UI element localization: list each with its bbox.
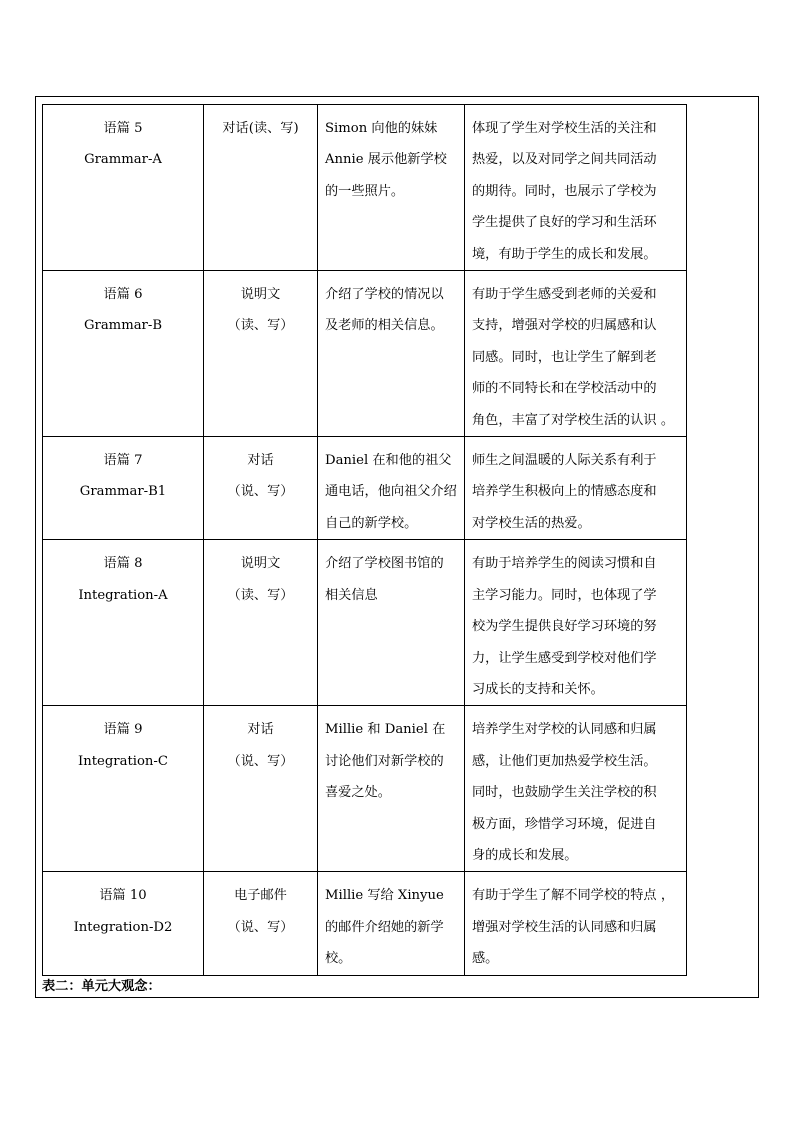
text-type-cell [204,706,318,872]
educational-value-cell [465,540,687,706]
content-summary-line: Millie 和 Daniel 在 [325,722,446,738]
educational-value-line: 增强对学校生活的认同感和归属 [472,919,657,935]
educational-value-line: 有助于学生了解不同学校的特点 ， [472,888,675,904]
lesson-name-text: Integration-D2 [73,919,173,935]
table-row [43,540,687,706]
educational-value-line: 极方面，珍惜学习环境，促进自 [472,816,657,832]
content-summary-line: 介绍了学校的情况以 [325,287,444,303]
educational-value-line: 境，有助于学生的成长和发展。 [472,246,657,262]
table-row [43,872,687,975]
content-summary-line: 自己的新学校。 [325,515,418,531]
content-summary-line: Daniel 在和他的祖父 [325,453,452,469]
educational-value-line: 师的不同特长和在学校活动中的 [472,381,657,397]
text-type-text: 电子邮件 [234,888,287,904]
educational-value-line: 培养学生积极向上的情感态度和 [472,484,657,500]
content-summary-line: 喜爱之处。 [325,785,391,801]
content-summary-line: 讨论他们对新学校的 [325,753,444,769]
lesson-name-cell [43,271,204,437]
content-summary-line: 通电话，他向祖父介绍 [325,484,457,500]
text-type-text: （说、写） [227,919,294,935]
text-type-cell [204,540,318,706]
content-summary-cell [318,105,465,271]
educational-value-line: 力，让学生感受到学校对他们学 [472,650,657,666]
text-type-text: 对话 [247,453,274,469]
educational-value-line: 习成长的支持和关怀。 [472,681,604,697]
educational-value-line: 有助于学生感受到老师的关爱和 [472,287,657,303]
lesson-name-text: Grammar-A [84,152,162,168]
lesson-name-text: 语篇 5 [103,121,143,136]
content-summary-line: 的一些照片。 [325,183,405,199]
table-row [43,105,687,271]
educational-value-cell [465,706,687,872]
text-type-cell [204,105,318,271]
educational-value-line: 主学习能力。同时，也体现了学 [472,587,657,603]
lesson-name-cell [43,105,204,271]
content-summary-line: Annie 展示他新学校 [325,152,447,168]
text-type-text: （读、写） [227,318,294,334]
educational-value-line: 感，让他们更加热爱学校生活。 [472,753,657,769]
content-summary-cell [318,271,465,437]
content-summary-cell [318,540,465,706]
content-summary-line: 相关信息 [325,587,378,603]
educational-value-line: 有助于培养学生的阅读习惯和自 [472,556,657,572]
lesson-name-cell [43,437,204,540]
content-summary-cell [318,706,465,872]
educational-value-line: 同时，也鼓励学生关注学校的积 [472,785,657,801]
educational-value-line: 身的成长和发展。 [472,847,578,863]
educational-value-line: 体现了学生对学校生活的关注和 [472,121,657,136]
lesson-name-cell [43,540,204,706]
educational-value-line: 师生之间温暖的人际关系有利于 [472,453,657,469]
text-type-text: 说明文 [240,287,281,303]
lesson-name-cell [43,872,204,975]
text-type-text: （说、写） [227,753,294,769]
educational-value-line: 热爱，以及对同学之间共同活动 [472,152,657,168]
text-type-text: 对话(读、写) [222,121,299,136]
lesson-name-text: 语篇 7 [103,453,143,469]
educational-value-cell [465,105,687,271]
text-type-text: （读、写） [227,587,294,603]
educational-value-line: 培养学生对学校的认同感和归属 [472,722,657,738]
table-two-label: 表二：单元大观念： [42,979,161,994]
content-summary-line: 的邮件介绍她的新学 [325,919,444,935]
text-type-cell [204,271,318,437]
educational-value-line: 角色，丰富了对学校生活的认识 。 [472,412,675,428]
text-type-cell [204,437,318,540]
lesson-name-text: 语篇 9 [103,722,143,738]
content-summary-cell [318,437,465,540]
text-type-text: 说明文 [240,556,281,572]
content-summary-line: Millie 写给 Xinyue [325,888,444,904]
educational-value-cell [465,872,687,975]
content-summary-cell [318,872,465,975]
lesson-name-text: 语篇 10 [99,888,147,904]
lesson-name-text: Grammar-B [83,318,163,334]
educational-value-cell [465,437,687,540]
lesson-name-text: Integration-C [78,753,168,769]
content-summary-line: 及老师的相关信息。 [325,318,444,334]
content-summary-line: Simon 向他的妹妹 [325,121,438,136]
text-type-text: 对话 [247,722,274,738]
table-row [43,706,687,872]
educational-value-line: 校为学生提供良好学习环境的努 [472,619,657,635]
lesson-name-text: 语篇 8 [103,556,143,572]
lesson-table [42,104,687,976]
text-type-cell [204,872,318,975]
educational-value-line: 学生提供了良好的学习和生活环 [472,215,657,231]
lesson-name-text: 语篇 6 [103,287,143,303]
content-summary-line: 介绍了学校图书馆的 [325,556,444,572]
lesson-name-cell [43,706,204,872]
text-type-text: （说、写） [227,484,294,500]
educational-value-line: 对学校生活的热爱。 [472,515,591,531]
table-row [43,437,687,540]
lesson-name-text: Grammar-B1 [79,484,167,500]
educational-value-line: 感。 [472,951,499,967]
lesson-name-text: Integration-A [78,587,168,603]
educational-value-line: 同感。同时，也让学生了解到老 [472,349,657,365]
content-summary-line: 校。 [325,951,352,967]
educational-value-cell [465,271,687,437]
educational-value-line: 支持，增强对学校的归属感和认 [472,318,657,334]
table-row [43,271,687,437]
educational-value-line: 的期待。同时，也展示了学校为 [472,183,657,199]
